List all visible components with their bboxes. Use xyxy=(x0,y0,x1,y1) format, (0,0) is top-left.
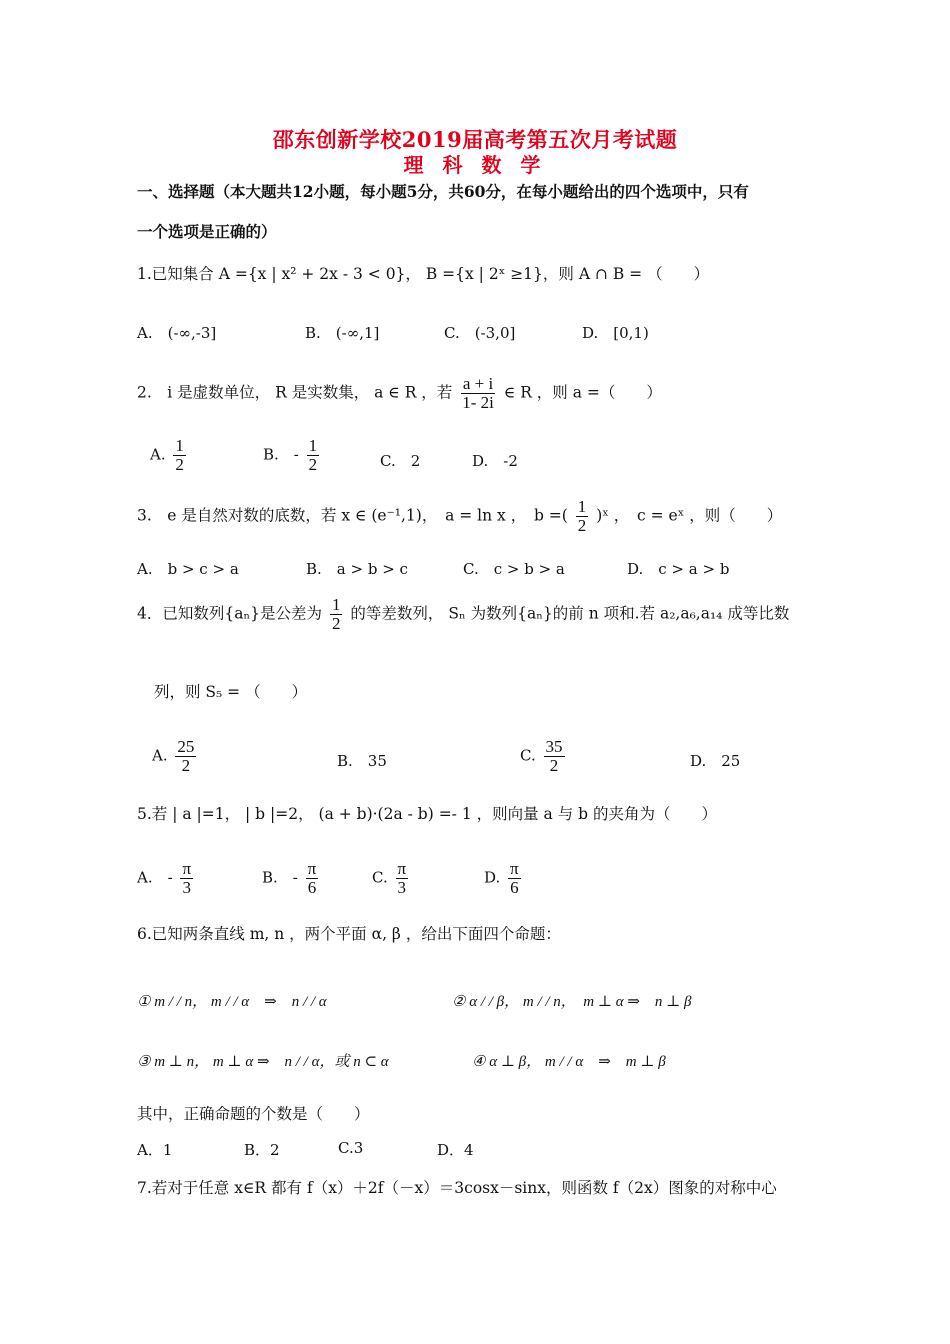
question-2-option-a-label: A. xyxy=(150,445,166,464)
question-2-option-b-fraction xyxy=(307,437,320,474)
question-6-proposition-3: ③ m ⊥ n， m ⊥ α ⇒ n / / α，或 n ⊂ α xyxy=(137,1054,389,1070)
question-1-option-a: A. (-∞,-3] xyxy=(137,324,217,342)
question-4-option-a-fraction xyxy=(175,738,196,775)
question-2-option-a xyxy=(150,437,189,474)
question-6-proposition-2: ② α / / β， m / / n， m ⊥ α ⇒ n ⊥ β xyxy=(452,994,692,1010)
question-4-option-b: B. 35 xyxy=(337,752,387,770)
fraction-numerator: 1 xyxy=(175,436,184,455)
question-2-stem-suffix: ∈ R ，则 a =（ ） xyxy=(503,383,662,402)
fraction-numerator: π xyxy=(397,859,407,878)
question-5-stem: 5.若 | a |=1， | b |=2， (a + b)·(2a - b) =- 1 ，则向量 a 与 b 的夹角为（ ） xyxy=(137,805,718,823)
exam-title: 邵东创新学校2019届高考第五次月考试题 xyxy=(272,127,678,152)
question-5-option-d xyxy=(484,860,524,897)
question-2-option-b xyxy=(263,437,322,474)
fraction-denominator: 6 xyxy=(510,877,519,897)
question-3-stem-prefix: 3. e 是自然对数的底数，若 x ∈ (e⁻¹,1)， a = ln x ， b =( xyxy=(137,506,568,525)
question-5-option-b-label: B. - xyxy=(262,868,298,887)
fraction-denominator: 2 xyxy=(549,755,559,775)
question-5-option-b-fraction xyxy=(306,860,319,897)
question-4-option-d: D. 25 xyxy=(690,752,741,770)
question-3-option-b: B. a > b > c xyxy=(306,560,408,578)
fraction-numerator: π xyxy=(510,859,519,878)
question-6-stem-after: 其中，正确命题的个数是（ ） xyxy=(137,1105,370,1123)
question-2-fraction-numerator: a + i xyxy=(462,374,494,393)
question-6-proposition-1: ① m / / n， m / / α ⇒ n / / α xyxy=(137,994,327,1010)
fraction-numerator: 35 xyxy=(545,737,563,756)
question-1-stem: 1.已知集合 A ={x | x² + 2x - 3 < 0}， B ={x | 2ˣ ≥1}，则 A ∩ B = （ ） xyxy=(137,265,710,283)
question-3-fraction xyxy=(576,498,589,535)
fraction-denominator: 6 xyxy=(307,877,317,897)
fraction-numerator: π xyxy=(182,859,192,878)
question-5-option-c xyxy=(372,860,411,897)
question-3-stem-suffix: )ˣ ， c = eˣ ，则（ ） xyxy=(596,506,783,525)
question-4-option-c xyxy=(520,738,568,775)
question-4-option-c-fraction xyxy=(544,738,565,775)
fraction-denominator: 3 xyxy=(182,877,191,897)
fraction-numerator: 25 xyxy=(177,737,195,756)
question-5-option-d-fraction xyxy=(508,860,521,897)
question-2-fraction xyxy=(460,375,496,412)
question-3-option-a: A. b > c > a xyxy=(137,560,239,578)
fraction-numerator: 1 xyxy=(331,595,341,614)
question-4-option-c-label: C. xyxy=(520,746,536,765)
question-1-option-d: D. [0,1) xyxy=(582,324,649,342)
question-5-option-a-fraction xyxy=(180,860,193,897)
question-3-option-c: C. c > b > a xyxy=(463,560,565,578)
question-3-option-d: D. c > a > b xyxy=(627,560,730,578)
question-5-option-a-label: A. - xyxy=(137,868,173,887)
question-5-option-a xyxy=(137,860,196,897)
fraction-numerator: 1 xyxy=(308,436,318,455)
fraction-denominator: 2 xyxy=(175,454,184,474)
question-4-stem-suffix: 的等差数列， Sₙ 为数列{aₙ}的前 n 项和.若 a₂,a₆,a₁₄ 成等比数 xyxy=(350,604,790,623)
question-2-stem xyxy=(137,375,662,412)
question-5-option-c-label: C. xyxy=(372,868,388,887)
question-4-stem-prefix: 4．已知数列{aₙ}是公差为 xyxy=(137,604,323,623)
question-6-stem: 6.已知两条直线 m, n ，两个平面 α, β ，给出下面四个命题： xyxy=(137,925,561,943)
fraction-numerator: 1 xyxy=(577,497,587,516)
question-4-stem-line2: 列，则 S₅ = （ ） xyxy=(154,683,308,701)
question-6-option-c: C.3 xyxy=(338,1139,364,1157)
fraction-denominator: 2 xyxy=(308,454,318,474)
question-2-option-c: C. 2 xyxy=(380,452,421,470)
question-4-option-a xyxy=(152,738,199,775)
question-2-option-b-label: B. - xyxy=(263,445,299,464)
question-1-option-c: C. (-3,0] xyxy=(444,324,516,342)
question-6-option-b: B．2 xyxy=(244,1141,280,1159)
question-7-stem: 7.若对于任意 x∈R 都有 f（x）＋2f（－x）＝3cosx－sinx，则函数 f（2x）图象的对称中心 xyxy=(137,1179,777,1197)
question-6-proposition-4: ④ α ⊥ β， m / / α ⇒ m ⊥ β xyxy=(472,1054,666,1070)
question-5-option-b xyxy=(262,860,321,897)
question-2-fraction-denominator: 1- 2i xyxy=(462,392,494,412)
section-heading-line2: 一个选项是正确的） xyxy=(137,222,277,241)
question-4-fraction xyxy=(330,596,343,633)
section-heading-line1: 一、选择题（本大题共12小题，每小题5分，共60分，在每小题给出的四个选项中，只有 xyxy=(137,182,749,201)
question-2-option-a-fraction xyxy=(173,437,186,474)
question-5-option-d-label: D. xyxy=(484,868,501,887)
question-5-option-c-fraction xyxy=(396,860,409,897)
question-3-stem xyxy=(137,498,782,535)
question-4-stem xyxy=(137,596,789,633)
fraction-denominator: 2 xyxy=(181,755,191,775)
question-4-option-a-label: A. xyxy=(152,746,168,765)
question-1-option-b: B. (-∞,1] xyxy=(305,324,380,342)
fraction-numerator: π xyxy=(307,859,317,878)
fraction-denominator: 3 xyxy=(397,877,407,897)
question-2-option-d: D. -2 xyxy=(472,452,518,470)
question-2-stem-prefix: 2. i 是虚数单位， R 是实数集， a ∈ R ，若 xyxy=(137,383,453,402)
exam-subtitle: 理 科 数 学 xyxy=(403,153,547,177)
fraction-denominator: 2 xyxy=(331,613,341,633)
question-6-option-a: A．1 xyxy=(137,1141,173,1159)
fraction-denominator: 2 xyxy=(577,515,587,535)
question-6-option-d: D．4 xyxy=(437,1141,474,1159)
